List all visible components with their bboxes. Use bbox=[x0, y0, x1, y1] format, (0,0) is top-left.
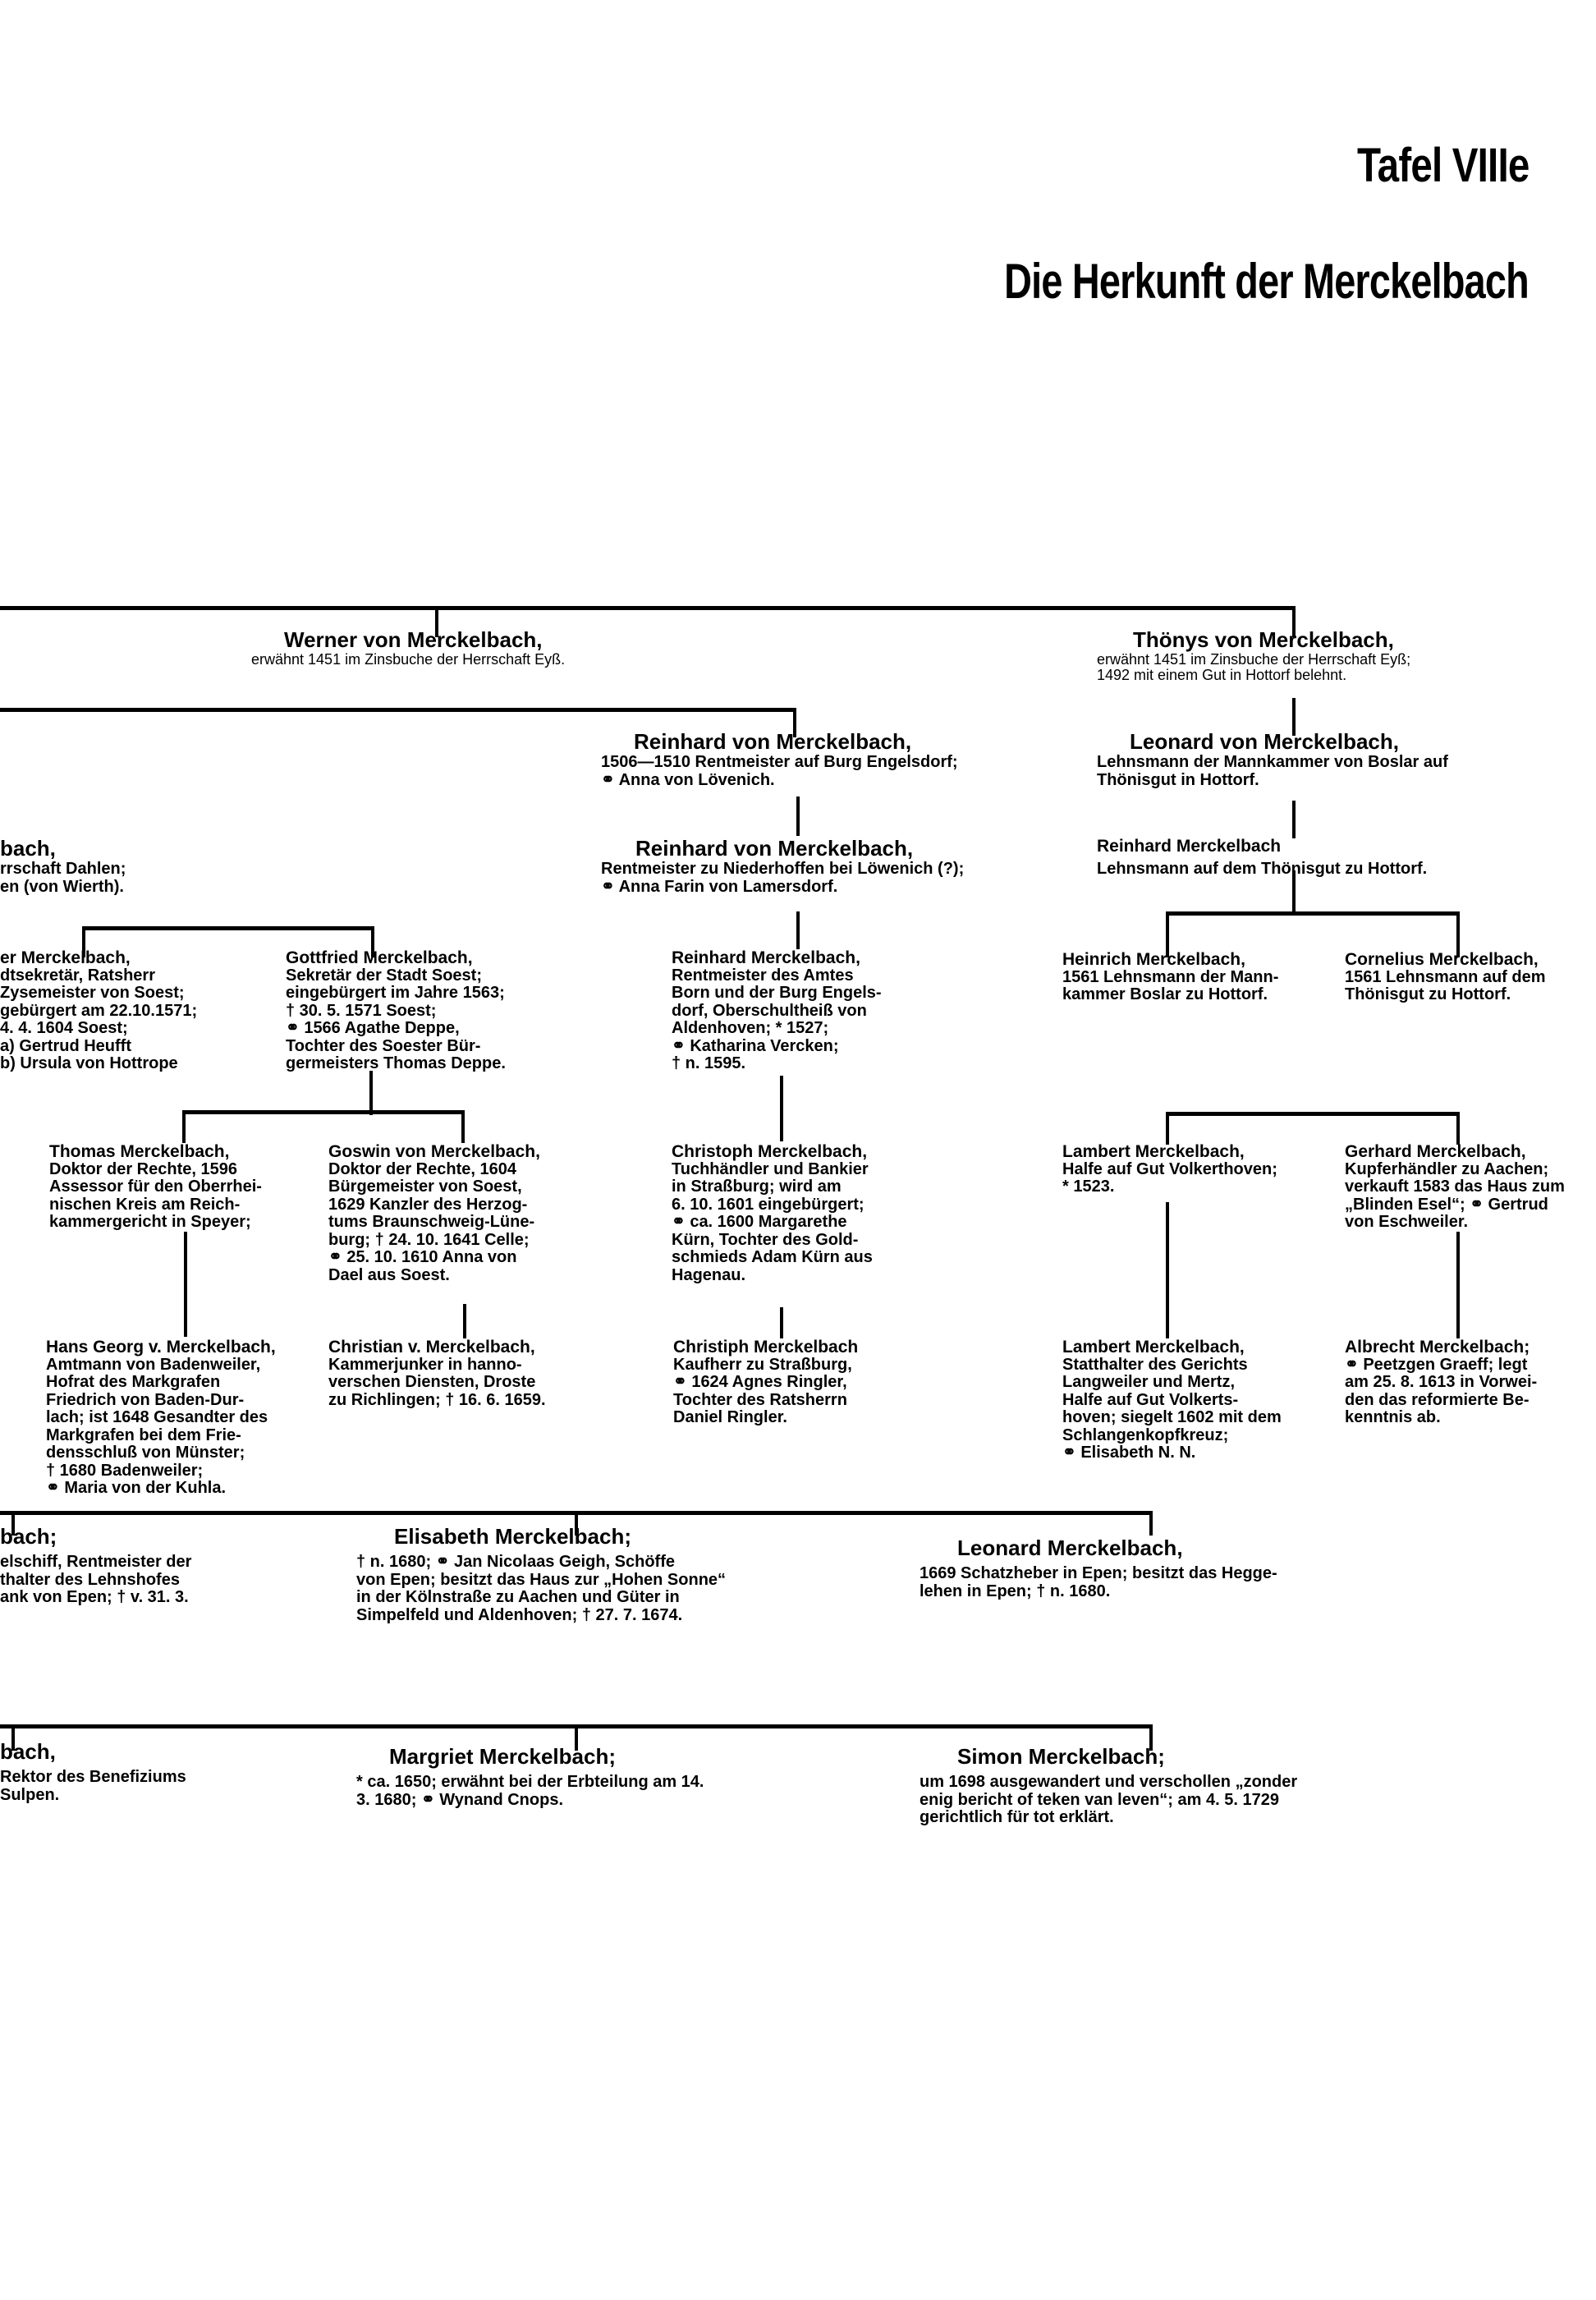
person-desc: Simpelfeld und Aldenhoven; † 27. 7. 1674. bbox=[356, 1605, 683, 1624]
person-name: Leonard von Merckelbach, bbox=[1130, 729, 1399, 754]
person-desc: Thönisgut in Hottorf. bbox=[1097, 770, 1259, 789]
person-name: Christiph Merckelbach bbox=[673, 1338, 859, 1357]
connector-line bbox=[182, 1110, 186, 1143]
person-desc: in Straßburg; wird am bbox=[672, 1178, 842, 1196]
person-desc: hoven; siegelt 1602 mit dem bbox=[1062, 1408, 1282, 1426]
person-desc: enig bericht of teken van leven“; am 4. 5. 1729 bbox=[920, 1790, 1279, 1809]
person-desc: 1561 Lehnsmann auf dem bbox=[1345, 967, 1546, 986]
person-desc: kammergericht in Speyer; bbox=[49, 1213, 251, 1231]
person-desc: verkauft 1583 das Haus zum bbox=[1345, 1178, 1565, 1196]
person-desc: † 30. 5. 1571 Soest; bbox=[286, 1001, 437, 1020]
person-desc: 4. 4. 1604 Soest; bbox=[0, 1019, 128, 1037]
person-name: bach, bbox=[0, 1739, 56, 1764]
person-desc: en (von Wierth). bbox=[0, 877, 124, 896]
person-desc: Tuchhändler und Bankier bbox=[672, 1159, 869, 1178]
person-desc: ⚭ Elisabeth N. N. bbox=[1062, 1444, 1196, 1462]
person-desc: verschen Diensten, Droste bbox=[328, 1373, 536, 1391]
person-desc: Born und der Burg Engels- bbox=[672, 984, 882, 1002]
person-desc: Friedrich von Baden-Dur- bbox=[46, 1390, 245, 1409]
person-desc: 1561 Lehnsmann der Mann- bbox=[1062, 967, 1279, 986]
connector-line bbox=[1456, 1112, 1460, 1145]
person-name: Elisabeth Merckelbach; bbox=[394, 1524, 631, 1549]
person-name: Gottfried Merckelbach, bbox=[286, 948, 473, 967]
person-lambert-2 bbox=[1062, 1338, 1282, 1462]
person-name: Christian v. Merckelbach, bbox=[328, 1338, 535, 1357]
person-name: Thomas Merckelbach, bbox=[49, 1142, 230, 1161]
person-desc: lach; ist 1648 Gesandter des bbox=[46, 1408, 268, 1426]
person-desc: Tochter des Soester Bür- bbox=[286, 1036, 481, 1055]
person-margriet bbox=[356, 1744, 704, 1809]
person-name: Margriet Merckelbach; bbox=[389, 1744, 616, 1769]
person-christiph bbox=[673, 1338, 858, 1427]
person-left-bach bbox=[0, 836, 126, 896]
person-desc: ⚭ Maria von der Kuhla. bbox=[46, 1479, 227, 1497]
connector-line bbox=[1166, 911, 1460, 916]
connector-line bbox=[1166, 1112, 1169, 1145]
person-desc: „Blinden Esel“; ⚭ Gertrud bbox=[1345, 1195, 1548, 1214]
person-desc: 1506—1510 Rentmeister auf Burg Engelsdorf; bbox=[601, 753, 958, 771]
person-desc: Sulpen. bbox=[0, 1785, 60, 1804]
person-name: er Merckelbach, bbox=[0, 948, 131, 967]
person-desc: in der Kölnstraße zu Aachen und Güter in bbox=[356, 1588, 680, 1606]
person-thoenys bbox=[1097, 627, 1410, 683]
person-desc: dorf, Oberschultheiß von bbox=[672, 1001, 867, 1020]
person-desc: um 1698 ausgewandert und verschollen „zonder bbox=[920, 1773, 1298, 1791]
person-reinhard-3 bbox=[672, 949, 882, 1073]
person-desc: thalter des Lehnshofes bbox=[0, 1570, 180, 1589]
person-desc: Schlangenkopfkreuz; bbox=[1062, 1425, 1229, 1444]
person-desc: von Eschweiler. bbox=[1345, 1213, 1469, 1231]
person-desc: germeisters Thomas Deppe. bbox=[286, 1054, 506, 1072]
person-elisabeth bbox=[356, 1524, 726, 1624]
person-desc: † n. 1680; ⚭ Jan Nicolaas Geigh, Schöffe bbox=[356, 1553, 675, 1571]
person-desc: Langweiler und Mertz, bbox=[1062, 1373, 1236, 1391]
person-christoph bbox=[672, 1143, 873, 1284]
person-desc: gerichtlich für tot erklärt. bbox=[920, 1808, 1114, 1826]
person-name: Gerhard Merckelbach, bbox=[1345, 1142, 1526, 1161]
connector-line bbox=[1166, 1112, 1460, 1116]
connector-line bbox=[184, 1232, 187, 1337]
person-name: bach; bbox=[0, 1524, 57, 1549]
person-desc: Rentmeister des Amtes bbox=[672, 966, 854, 985]
person-name: Reinhard von Merckelbach, bbox=[634, 729, 912, 754]
person-desc: 6. 10. 1601 eingebürgert; bbox=[672, 1195, 864, 1214]
person-leonard-2 bbox=[920, 1536, 1277, 1600]
person-christian bbox=[328, 1338, 546, 1409]
connector-line bbox=[182, 1110, 465, 1114]
person-desc: Kupferhändler zu Aachen; bbox=[1345, 1159, 1549, 1178]
person-desc: ⚭ 1566 Agathe Deppe, bbox=[286, 1019, 460, 1037]
person-desc: * ca. 1650; erwähnt bei der Erbteilung am 14. bbox=[356, 1773, 704, 1791]
person-left-merck bbox=[0, 949, 197, 1073]
person-desc: eingebürgert im Jahre 1563; bbox=[286, 984, 505, 1002]
person-name: Hans Georg v. Merckelbach, bbox=[46, 1338, 276, 1357]
person-desc: zu Richlingen; † 16. 6. 1659. bbox=[328, 1390, 546, 1409]
person-desc: Doktor der Rechte, 1596 bbox=[49, 1159, 237, 1178]
person-desc: ⚭ Peetzgen Graeff; legt bbox=[1345, 1355, 1528, 1374]
person-name: Thönys von Merckelbach, bbox=[1133, 627, 1394, 652]
person-name: Albrecht Merckelbach; bbox=[1345, 1338, 1530, 1357]
connector-line bbox=[1166, 1202, 1169, 1338]
person-desc: Rentmeister zu Niederhoffen bei Löwenich (?); bbox=[601, 860, 965, 878]
person-gottfried bbox=[286, 949, 506, 1073]
person-desc: Doktor der Rechte, 1604 bbox=[328, 1159, 516, 1178]
person-name: Heinrich Merckelbach, bbox=[1062, 950, 1245, 969]
person-werner bbox=[251, 627, 565, 668]
person-desc: ⚭ Katharina Vercken; bbox=[672, 1036, 839, 1055]
person-desc: ⚭ Anna Farin von Lamersdorf. bbox=[601, 877, 838, 896]
person-desc: ⚭ 1624 Agnes Ringler, bbox=[673, 1373, 847, 1391]
person-desc: Bürgemeister von Soest, bbox=[328, 1178, 522, 1196]
person-desc: b) Ursula von Hottrope bbox=[0, 1054, 178, 1072]
page-title: Die Herkunft der Merckelbach bbox=[1004, 254, 1529, 309]
person-desc: Kürn, Tochter des Gold- bbox=[672, 1230, 859, 1249]
person-desc: elschiff, Rentmeister der bbox=[0, 1553, 192, 1571]
person-left-bach-2 bbox=[0, 1524, 191, 1607]
connector-line bbox=[369, 1071, 373, 1115]
person-desc: Thönisgut zu Hottorf. bbox=[1345, 985, 1511, 1003]
person-leonard-1 bbox=[1097, 729, 1448, 789]
person-desc: Amtmann von Badenweiler, bbox=[46, 1355, 261, 1374]
person-desc: Markgrafen bei dem Frie- bbox=[46, 1425, 241, 1444]
connector-line bbox=[780, 1307, 783, 1338]
person-desc: ⚭ Anna von Lövenich. bbox=[601, 770, 775, 789]
person-desc: schmieds Adam Kürn aus bbox=[672, 1248, 873, 1266]
person-desc: Rektor des Benefiziums bbox=[0, 1768, 186, 1786]
person-name: Simon Merckelbach; bbox=[957, 1744, 1165, 1769]
person-desc: Statthalter des Gerichts bbox=[1062, 1355, 1248, 1374]
connector-line bbox=[1292, 801, 1296, 838]
person-name: Reinhard Merckelbach, bbox=[672, 948, 860, 967]
person-name: Reinhard Merckelbach bbox=[1097, 837, 1282, 856]
person-name: Leonard Merckelbach, bbox=[957, 1536, 1183, 1560]
person-name: Lambert Merckelbach, bbox=[1062, 1338, 1245, 1357]
person-desc: nischen Kreis am Reich- bbox=[49, 1195, 241, 1214]
person-desc: a) Gertrud Heufft bbox=[0, 1036, 131, 1055]
person-desc: Tochter des Ratsherrn bbox=[673, 1390, 847, 1409]
person-desc: ⚭ ca. 1600 Margarethe bbox=[672, 1213, 847, 1231]
person-desc: kammer Boslar zu Hottorf. bbox=[1062, 985, 1268, 1003]
connector-line bbox=[1149, 1511, 1153, 1536]
person-desc: * 1523. bbox=[1062, 1178, 1115, 1196]
person-desc: 1669 Schatzheber in Epen; besitzt das Hegge- bbox=[920, 1564, 1277, 1582]
person-desc: Halfe auf Gut Volkerts- bbox=[1062, 1390, 1239, 1409]
person-desc: erwähnt 1451 im Zinsbuche der Herrschaft Eyß; bbox=[1097, 651, 1411, 668]
person-desc: lehen in Epen; † n. 1680. bbox=[920, 1582, 1111, 1600]
person-desc: Halfe auf Gut Volkerthoven; bbox=[1062, 1159, 1277, 1178]
person-simon bbox=[920, 1744, 1297, 1827]
person-left-bach-3 bbox=[0, 1739, 186, 1804]
connector-line bbox=[780, 1076, 783, 1141]
person-desc: burg; † 24. 10. 1641 Celle; bbox=[328, 1230, 530, 1249]
person-desc: Daniel Ringler. bbox=[673, 1408, 787, 1426]
person-desc: Kaufherr zu Straßburg, bbox=[673, 1355, 852, 1374]
plate-label: Tafel VIIIe bbox=[1356, 139, 1529, 192]
person-heinrich bbox=[1062, 951, 1278, 1004]
connector-line bbox=[463, 1304, 466, 1338]
person-desc: den das reformierte Be- bbox=[1345, 1390, 1530, 1409]
person-desc: † 1680 Badenweiler; bbox=[46, 1461, 204, 1480]
person-desc: Dael aus Soest. bbox=[328, 1265, 450, 1284]
person-desc: dtsekretär, Ratsherr bbox=[0, 966, 155, 985]
person-desc: 1629 Kanzler des Herzog- bbox=[328, 1195, 528, 1214]
person-desc: rrschaft Dahlen; bbox=[0, 860, 126, 878]
person-hans-georg bbox=[46, 1338, 276, 1498]
person-name: Werner von Merckelbach, bbox=[284, 627, 543, 652]
person-desc: 3. 1680; ⚭ Wynand Cnops. bbox=[356, 1790, 564, 1809]
person-desc: ⚭ 25. 10. 1610 Anna von bbox=[328, 1248, 517, 1266]
person-goswin bbox=[328, 1143, 540, 1284]
person-desc: erwähnt 1451 im Zinsbuche der Herrschaft Eyß. bbox=[251, 651, 566, 668]
connector-line bbox=[82, 926, 374, 930]
person-desc: Sekretär der Stadt Soest; bbox=[286, 966, 482, 985]
person-desc: Lehnsmann auf dem Thönisgut zu Hottorf. bbox=[1097, 859, 1428, 878]
connector-line bbox=[0, 606, 1296, 610]
person-desc: kenntnis ab. bbox=[1345, 1408, 1441, 1426]
person-name: Cornelius Merckelbach, bbox=[1345, 950, 1539, 969]
person-name: Goswin von Merckelbach, bbox=[328, 1142, 540, 1161]
connector-line bbox=[796, 911, 800, 949]
person-reinhard-1 bbox=[601, 729, 958, 789]
person-gerhard bbox=[1345, 1143, 1565, 1232]
person-desc: Assessor für den Oberrhei- bbox=[49, 1178, 262, 1196]
person-reinhard-2 bbox=[601, 836, 964, 896]
connector-line bbox=[1456, 1232, 1460, 1338]
person-desc: Hofrat des Markgrafen bbox=[46, 1373, 221, 1391]
connector-line bbox=[461, 1110, 465, 1143]
person-reinhard-m bbox=[1097, 838, 1427, 878]
person-desc: am 25. 8. 1613 in Vorwei- bbox=[1345, 1373, 1538, 1391]
person-desc: von Epen; besitzt das Haus zur „Hohen Sonne“ bbox=[356, 1570, 727, 1589]
person-cornelius bbox=[1345, 951, 1546, 1004]
person-desc: Zysemeister von Soest; bbox=[0, 984, 185, 1002]
person-desc: 1492 mit einem Gut in Hottorf belehnt. bbox=[1097, 667, 1347, 683]
person-desc: Lehnsmann der Mannkammer von Boslar auf bbox=[1097, 753, 1448, 771]
person-name: bach, bbox=[0, 836, 56, 861]
person-desc: gebürgert am 22.10.1571; bbox=[0, 1001, 198, 1020]
person-name: Reinhard von Merckelbach, bbox=[635, 836, 914, 861]
person-name: Lambert Merckelbach, bbox=[1062, 1142, 1245, 1161]
person-desc: Aldenhoven; * 1527; bbox=[672, 1019, 829, 1037]
person-desc: ank von Epen; † v. 31. 3. bbox=[0, 1588, 189, 1606]
connector-line bbox=[0, 708, 796, 712]
person-name: Christoph Merckelbach, bbox=[672, 1142, 868, 1161]
person-thomas bbox=[49, 1143, 262, 1232]
person-desc: Hagenau. bbox=[672, 1265, 746, 1284]
person-desc: Kammerjunker in hanno- bbox=[328, 1355, 522, 1374]
person-desc: tums Braunschweig-Lüne- bbox=[328, 1213, 535, 1231]
person-albrecht bbox=[1345, 1338, 1537, 1427]
person-desc: densschluß von Münster; bbox=[46, 1444, 245, 1462]
connector-line bbox=[796, 797, 800, 836]
person-desc: † n. 1595. bbox=[672, 1054, 746, 1072]
person-lambert-1 bbox=[1062, 1143, 1277, 1196]
